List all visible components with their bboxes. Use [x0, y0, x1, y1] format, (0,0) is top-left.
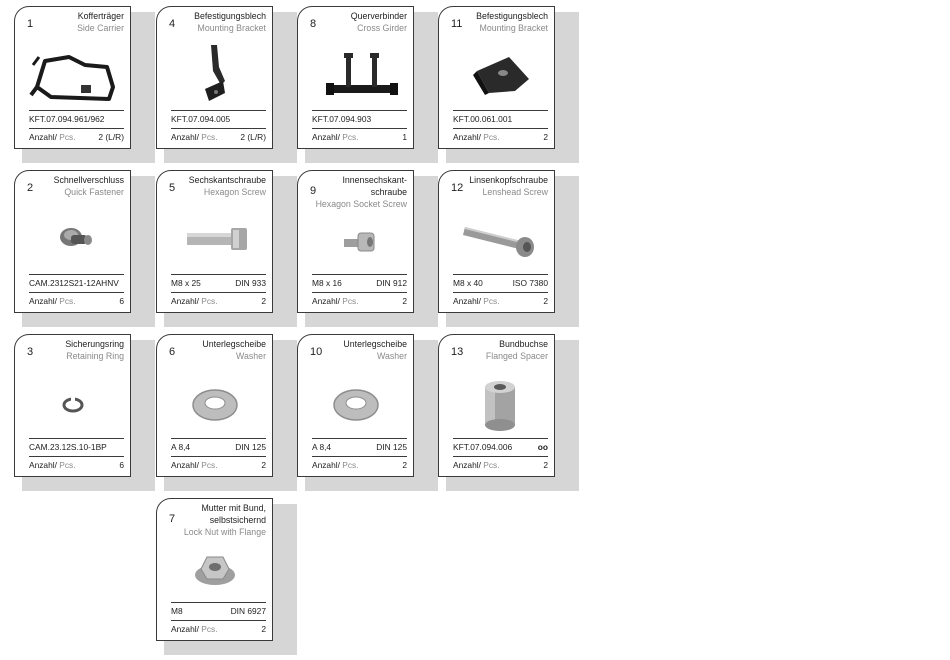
quantity-value: 2: [402, 296, 407, 306]
qty-label-en: Pcs.: [59, 296, 76, 306]
part-name-en: Retaining Ring: [66, 351, 124, 361]
part-card-5: [156, 170, 297, 327]
qty-label-en: Pcs.: [483, 460, 500, 470]
part-card-13: [438, 334, 579, 491]
qty-label-de: Anzahl/: [453, 460, 481, 470]
spec-left: KFT.00.061.001: [453, 114, 513, 124]
qty-label-en: Pcs.: [201, 296, 218, 306]
quantity-row: [171, 292, 266, 308]
part-title: [351, 10, 407, 34]
qty-label-de: Anzahl/: [453, 132, 481, 142]
qty-label-de: Anzahl/: [171, 624, 199, 634]
part-name-en: Cross Girder: [357, 23, 407, 33]
spec-row: [453, 274, 548, 290]
part-card-body: [297, 6, 414, 149]
lenshead-screw-image: [449, 201, 549, 273]
spec-right: DIN 125: [376, 442, 407, 452]
part-card-7: [156, 498, 297, 655]
side-carrier-image: [25, 37, 125, 109]
washer-image: [308, 365, 408, 437]
qty-label-en: Pcs.: [342, 132, 359, 142]
qty-label-en: Pcs.: [483, 132, 500, 142]
part-name-de: Mutter mit Bund,: [201, 503, 266, 513]
spec-left: KFT.07.094.006: [453, 442, 513, 452]
part-name-de: Sicherungsring: [65, 339, 124, 349]
part-card-body: [156, 170, 273, 313]
spec-row: [171, 438, 266, 454]
part-name-en: Flanged Spacer: [485, 351, 548, 361]
spec-row: [29, 110, 124, 126]
part-card-6: [156, 334, 297, 491]
spec-row: [453, 438, 548, 454]
quantity-value: 2: [543, 296, 548, 306]
part-number: 12: [451, 182, 464, 194]
part-number: 4: [169, 18, 176, 30]
part-number: 2: [27, 182, 34, 194]
spec-row: [312, 274, 407, 290]
hexagon-socket-screw-image: [308, 201, 408, 273]
quantity-value: 2: [402, 460, 407, 470]
part-name-en: Side Carrier: [77, 23, 124, 33]
mounting-bracket-image: [167, 37, 267, 109]
spec-left: KFT.07.094.005: [171, 114, 231, 124]
part-name-en: Quick Fastener: [64, 187, 124, 197]
spec-right: oo: [537, 442, 548, 452]
spec-row: [312, 438, 407, 454]
qty-label-en: Pcs.: [342, 460, 359, 470]
qty-label-de: Anzahl/: [312, 296, 340, 306]
qty-label-en: Pcs.: [59, 132, 76, 142]
spec-right: DIN 125: [235, 442, 266, 452]
washer-image: [167, 365, 267, 437]
quantity-value: 2: [261, 296, 266, 306]
qty-label-de: Anzahl/: [171, 460, 199, 470]
part-name-en: Mounting Bracket: [479, 23, 548, 33]
spec-right: DIN 6927: [230, 606, 266, 616]
part-card-body: [438, 170, 555, 313]
qty-label-en: Pcs.: [59, 460, 76, 470]
quantity-row: [453, 456, 548, 472]
quantity-row: [312, 128, 407, 144]
spec-row: [29, 274, 124, 290]
part-name-de: Unterlegscheibe: [343, 339, 407, 349]
quantity-row: [312, 292, 407, 308]
spec-left: M8: [171, 606, 183, 616]
hexagon-screw-image: [167, 201, 267, 273]
quantity-row: [29, 456, 124, 472]
part-card-body: [438, 6, 555, 149]
spec-right: ISO 7380: [512, 278, 548, 288]
qty-label-de: Anzahl/: [29, 132, 57, 142]
quantity-row: [29, 128, 124, 144]
part-title: [343, 338, 407, 362]
quantity-row: [171, 128, 266, 144]
quantity-row: [171, 456, 266, 472]
part-name-de: Kofferträger: [77, 11, 124, 21]
spec-left: KFT.07.094.961/962: [29, 114, 105, 124]
quantity-row: [453, 292, 548, 308]
spec-row: [312, 110, 407, 126]
quantity-row: [29, 292, 124, 308]
mounting-bracket-image: [449, 37, 549, 109]
lock-nut-image: [167, 529, 267, 601]
qty-label-de: Anzahl/: [312, 132, 340, 142]
part-title: [77, 10, 124, 34]
quantity-value: 6: [119, 460, 124, 470]
quantity-value: 2 (L/R): [98, 132, 124, 142]
quantity-row: [453, 128, 548, 144]
quantity-value: 6: [119, 296, 124, 306]
quantity-value: 2: [261, 460, 266, 470]
part-card-body: [156, 334, 273, 477]
part-title: [65, 338, 124, 362]
quantity-value: 2: [543, 132, 548, 142]
part-name-de: Befestigungsblech: [476, 11, 548, 21]
part-name-de-line2: selbstsichernd: [209, 515, 266, 525]
part-card-10: [297, 334, 438, 491]
part-title: [189, 174, 266, 198]
spec-left: A 8,4: [171, 442, 191, 452]
part-number: 1: [27, 18, 34, 30]
part-card-body: [297, 170, 414, 313]
qty-label-en: Pcs.: [201, 132, 218, 142]
quantity-value: 2: [543, 460, 548, 470]
part-name-en: Hexagon Socket Screw: [315, 199, 407, 209]
part-name-de: Linsenkopfschraube: [469, 175, 548, 185]
quantity-value: 2 (L/R): [240, 132, 266, 142]
qty-label-de: Anzahl/: [453, 296, 481, 306]
part-name-en: Hexagon Screw: [203, 187, 266, 197]
part-name-de: Bundbuchse: [499, 339, 548, 349]
part-number: 11: [451, 18, 463, 30]
part-card-body: [297, 334, 414, 477]
spec-row: [453, 110, 548, 126]
spec-left: CAM.23.12S.10-1BP: [29, 442, 107, 452]
cross-girder-image: [308, 37, 408, 109]
quick-fastener-image: [25, 201, 125, 273]
quantity-value: 1: [402, 132, 407, 142]
part-name-de: Unterlegscheibe: [202, 339, 266, 349]
qty-label-de: Anzahl/: [171, 132, 199, 142]
part-card-1: [14, 6, 155, 163]
part-title: [476, 10, 548, 34]
spec-row: [171, 274, 266, 290]
flanged-spacer-image: [449, 365, 549, 437]
part-number: 8: [310, 18, 317, 30]
spec-left: M8 x 40: [453, 278, 483, 288]
part-title: [54, 174, 124, 198]
retaining-ring-image: [25, 365, 125, 437]
part-title: [469, 174, 548, 198]
part-card-11: [438, 6, 579, 163]
spec-left: CAM.2312S21-12AHNV: [29, 278, 119, 288]
part-number: 9: [310, 185, 317, 197]
part-name-en: Washer: [377, 351, 407, 361]
part-card-body: [438, 334, 555, 477]
part-name-en: Washer: [236, 351, 266, 361]
part-card-body: [14, 170, 131, 313]
part-name-de: Schnellverschluss: [53, 175, 124, 185]
part-name-de: Befestigungsblech: [194, 11, 266, 21]
part-title: [202, 338, 266, 362]
spec-left: M8 x 16: [312, 278, 342, 288]
part-name-en: Lock Nut with Flange: [183, 527, 266, 537]
part-card-3: [14, 334, 155, 491]
quantity-row: [171, 620, 266, 636]
spec-left: KFT.07.094.903: [312, 114, 372, 124]
spec-left: M8 x 25: [171, 278, 201, 288]
spec-row: [171, 602, 266, 618]
qty-label-en: Pcs.: [483, 296, 500, 306]
quantity-value: 2: [261, 624, 266, 634]
qty-label-en: Pcs.: [342, 296, 359, 306]
qty-label-de: Anzahl/: [29, 296, 57, 306]
part-name-de: Querverbinder: [350, 11, 407, 21]
part-card-12: [438, 170, 579, 327]
part-card-body: [14, 334, 131, 477]
part-number: 5: [169, 182, 176, 194]
part-card-9: [297, 170, 438, 327]
qty-label-de: Anzahl/: [171, 296, 199, 306]
spec-row: [171, 110, 266, 126]
part-card-body: [14, 6, 131, 149]
part-number: 10: [310, 346, 323, 358]
part-number: 6: [169, 346, 176, 358]
part-card-body: [156, 6, 273, 149]
part-card-body: [156, 498, 273, 641]
part-number: 13: [451, 346, 464, 358]
part-card-2: [14, 170, 155, 327]
part-title: [194, 10, 266, 34]
spec-right: DIN 912: [376, 278, 407, 288]
part-name-de: Innensechskant-: [342, 175, 407, 185]
qty-label-de: Anzahl/: [312, 460, 340, 470]
spec-left: A 8,4: [312, 442, 332, 452]
spec-right: DIN 933: [235, 278, 266, 288]
qty-label-en: Pcs.: [201, 460, 218, 470]
part-name-de: Sechskantschraube: [188, 175, 266, 185]
part-card-4: [156, 6, 297, 163]
part-number: 7: [169, 513, 176, 525]
quantity-row: [312, 456, 407, 472]
qty-label-de: Anzahl/: [29, 460, 57, 470]
part-name-de-line2: schraube: [370, 187, 407, 197]
part-number: 3: [27, 346, 34, 358]
qty-label-en: Pcs.: [201, 624, 218, 634]
part-card-8: [297, 6, 438, 163]
part-name-en: Mounting Bracket: [197, 23, 266, 33]
part-name-en: Lenshead Screw: [482, 187, 548, 197]
part-title: [486, 338, 548, 362]
spec-row: [29, 438, 124, 454]
